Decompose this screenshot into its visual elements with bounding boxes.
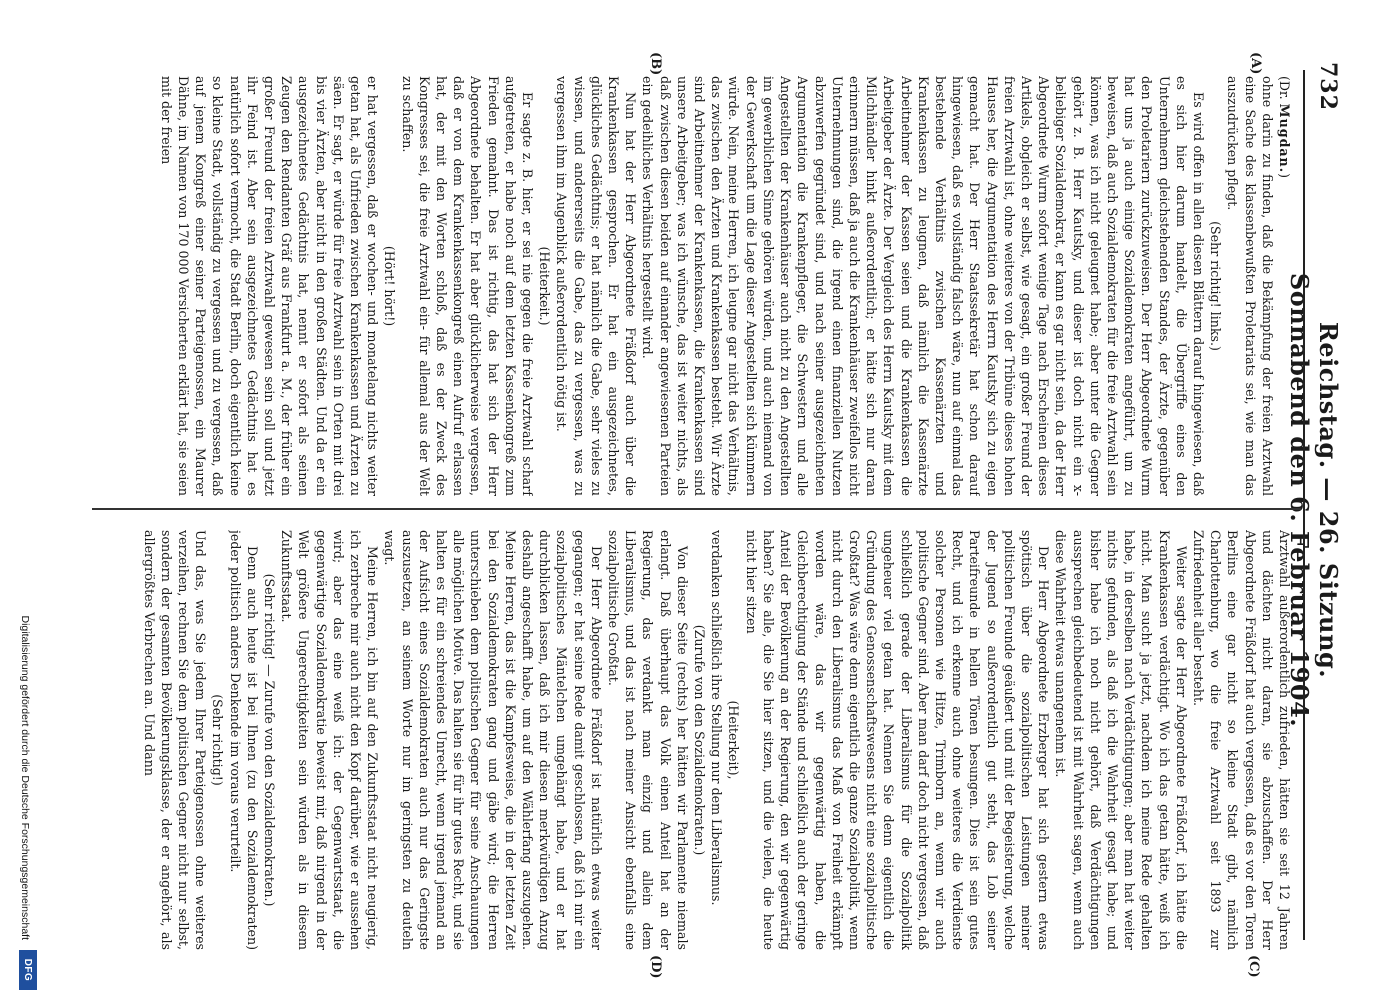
margin-mark-d: (D) [648,955,663,979]
margin-mark-c: (C) [1246,955,1261,978]
paragraph: Der Herr Abgeordnete Fräßdorf ist natürlich etwas weiter gegangen; er hat seine Rede damit geschlossen, daß ich mir ein sozialpolitisches Mäntelchen umgehängt habe, und er hat durchblicken lassen, daß ich mir diesen merkwürdigen Anzug deshalb angeschafft habe, um auf den Wählerfang auszugehen. Meine Herren, das ist die Kampfesweise, die in der letzten Zeit bei den Sozialdemokraten gang und gäbe wird; die Herren unterschieben dem politischen Gegner für seine Anschauungen alle möglichen Motive. Das halten sie für ihr gutes Recht, und sie halten es für ein schreiendes Unrecht, wenn irgend jemand an der Aufsicht eines Sozialdemokraten auch nur das Geringste auszusetzen, an seinem Worte nur im geringsten zu deuteln wagt. [382,530,604,950]
reaction: (Sehr richtig! — Zurufe von den Sozialdemokraten.) [262,573,278,907]
running-head: Reichstag. — 26. Sitzung. Sonnabend den 6. Februar 1904. [1285,272,1343,728]
paragraph: Arztwahl außerordentlich zufrieden, hätten sie seit 12 Jahren und dächten nicht daran, sie abzuschaffen. Der Herr Abgeordnete Fräßdorf hat auch vergessen, daß es vor den Toren Berlins eine gar nicht so kleine Stadt gibt, nämlich Charlottenburg, wo die freie Arztwahl seit 1893 zur Zufriedenheit aller besteht. [1190,530,1292,950]
column-divider [92,508,1301,510]
speaker-name: Mugdan. [1277,103,1292,174]
reaction: (Heiterkeit), [726,700,742,780]
header-rule [1303,70,1305,940]
paragraph: Es wird offen in allen diesen Blättern darauf hingewiesen, daß es sich hier darum handelt, die Übergriffe eines den Unternehmern gleichstehenden Standes, der Ärzte, gegenüber den Proletariern zurückzuweisen. Der Herr Abgeordnete Wurm hat uns ja auch einige Sozialdemokraten angeführt, um zu beweisen, daß auch Sozialdemokraten für die freie Arztwahl sein können, was ich nicht geleugnet habe; aber unter die Gegner gehört z. B. Herr Kautsky, und dieser ist doch nicht ein x-beliebiger Sozialdemokrat, er kann es gar nicht sein, da der Herr Abgeordnete Wurm sofort wenige Tage nach Erscheinen dieses Artikels, obgleich er selbst, wie gesagt, ein großer Freund der freien Arztwahl ist, ohne weiteres von der Tribüne dieses hohen Hauses her, die Argumentation des Herrn Kautsky sich zu eigen gemacht hat. Der Herr Staatssekretär hat schon darauf hingewiesen, daß es vollständig falsch wäre, nun auf einmal das bestehende Verhältnis zwischen Kassenärzten und Krankenkassen zu leugnen, daß nämlich die Kassenärzte Arbeitnehmer der Kassen seien und die Krankenkassen die Arbeitgeber der Ärzte. Der Vergleich des Herrn Kautsky mit dem Milchhändler hinkt außerordentlich; er hätte sich nur daran erinnern müssen, daß ja auch die Krankenhäuser zweifellos nicht Unternehmungen sind, die irgend einen finanziellen Nutzen abzuwerfen gegründet sind, und nach seiner ausgezeichneten Argumentation die Krankenpfleger, die Schwestern und alle Angestellten der Krankenhäuser auch nicht zu den Angestellten im gewerblichen Sinne gehören würden, und auch niemand von der Gewerkschaft um die Lage dieser Angestellten sich kümmern würde. Nein, meine Herren, ich leugne gar nicht das Verhältnis, das zwischen den Ärzten und Krankenkassen besteht. Wir Ärzte sind Arbeitnehmer der Krankenkassen, die Krankenkassen sind unsere Arbeitgeber; was ich wünsche, das ist weiter nichts, als daß zwischen diesen beiden auf einander angewiesenen Parteien ein gedeihliches Verhältnis hergestellt wird. [640,76,1206,496]
paragraph: Weiter sagte der Herr Abgeordnete Fräßdorf, ich hätte die Krankenkassen verdächtigt. Wo ich das getan hätte, weiß ich nicht. Man sucht ja jetzt, nachdem ich meine Rede gehalten habe, in derselben nach Verdächtigungen; aber man hat weiter nichts gefunden, als daß ich die Wahrheit gesagt habe; und bisher habe ich noch nicht gehört, daß Verdächtigungen aussprechen gleichbedeutend ist mit Wahrheit sagen, wenn auch diese Wahrheit etwas unangenehm ist. [1053,530,1189,950]
paragraph: Der Herr Abgeordnete Erzberger hat sich gestern etwas spöttisch über die sozialpolitischen Leistungen meiner politischen Freunde geäußert und mit der Begeisterung, welche der Jugend so außerordentlich gut steht, das Lob seiner Parteifreunde in hellen Tönen besungen. Dies ist sein gutes Recht, und ich erkenne auch ohne weiteres die Verdienste solcher Personen wie Hitze, Trimborn an, wenn wir auch politische Gegner sind. Aber man darf doch nicht vergessen, daß schließlich gerade der Liberalismus für die Sozialpolitik ungeheuer viel getan hat. Nennen Sie denn eigentlich die Gründung des Genossenschaftswesens nicht eine sozialpolitische Großtat? Was wäre denn eigentlich die ganze Sozialpolitik, wenn nicht durch den Liberalismus das Maß von Freiheit erkämpft worden wäre, das wir gegenwärtig haben, die Gleichberechtigung der Stände und schließlich auch der geringe Anteil der Bevölkerung an der Regierung, den wir gegenwärtig haben? Sie alle, die Sie hier sitzen, und die vielen, die heute nicht hier sitzen [743,530,1052,950]
margin-mark-b: (B) [648,52,663,76]
reaction: (Heiterkeit.) [537,246,553,326]
margin-mark-a: (A) [1248,52,1263,75]
reaction: (Sehr richtig! links.) [1208,221,1224,351]
speaker-tag [1276,76,1293,496]
paragraph: ohne darin zu finden, daß die Bekämpfung der freien Arztwahl eine Sache des klassenbewußten Proletariats sei, wie man das auszudrücken pflegt. [1225,76,1275,496]
funding-note: Digitalisierung gefördert durch die Deutsche Forschungsgemeinschaft [19,615,31,940]
reaction: (Zurufe von den Sozialdemokraten.) [692,624,708,856]
page-number: 732 [1315,62,1341,111]
paragraph: Und das, was Sie jedem Ihrer Parteigenossen ohne weiteres verzeihen, rechnen Sie dem politischen Gegner nicht nur selbst, sondern der gesamten Bevölkerungsklasse, der er angehört, als allergrößtes Verbrechen an. Und dann [141,530,209,950]
paragraph: Von dieser Seite (rechts) her hätten wir Parlamente niemals erlangt. Daß überhaupt das Volk einen Anteil hat an der Regierung, das verdankt man einzig und allein dem Liberalismus, und das ist nach meiner Ansicht ebenfalls eine sozialpolitische Großtat. [606,530,690,950]
reaction: (Sehr richtig!) [210,694,226,786]
paragraph: er hat vergessen, daß er wochen- und monatelang nichts weiter getan hat, als Unfrieden zwischen Krankenkassen und Ärzten zu säen. Er sagt, er würde für freie Arztwahl sein in Orten mit drei bis vier Ärzten, aber nicht in den großen Städten. Und da er ein ausgezeichnetes Gedächtnis hat, nennt er sofort als seinen Zeugen den Rendanten Gräf aus Frankfurt a. M., der früher ein großer Freund der freien Arztwahl gewesen sein soll und jetzt ihr Feind ist. Aber sein ausgezeichnetes Gedächtnis hat es natürlich sofort vermocht, die Stadt Berlin, doch eigentlich keine so kleine Stadt, vollständig zu vergessen und zu vergessen, daß auf jenem Kongreß einer seiner Parteigenossen, ein Maurer Dähne, im Namen von 170 000 Versicherten erklärt hat, sie seien mit der freien [158,76,381,496]
paragraph: Er sagte z. B. hier, er sei nie gegen die freie Arztwahl scharf aufgetreten, er habe noch auf dem letzten Kassenkongreß zum Frieden gemahnt. Das ist richtig, das hat sich der Herr Abgeordnete behalten. Er hat aber glücklicherweise vergessen, daß er von dem Krankenkassenkongreß einen Aufruf erlassen hat, der mit den Worten schloß, daß es der Zweck des Kongresses sei, die freie Arztwahl ein- für allemal aus der Welt zu schaffen. [399,76,536,496]
paragraph: verdanken schließlich ihre Stellung nur dem Liberalismus. [709,530,725,906]
reaction: (Hört! hört!) [382,245,398,327]
right-column [78,530,1293,950]
speaker-suffix: ) [1277,173,1292,179]
paragraph: Meine Herren, ich bin auf den Zukunftsstaat nicht neugierig, ich zerbreche mir auch nicht den Kopf darüber, wie er aussehen wird; aber das eine weiß ich: der Gegenwartsstaat, die gegenwärtige Sozialdemokratie beweist mir, daß nirgend in der Welt größere Ungerechtigkeiten sein würden als in diesem Zukunftsstaat. [279,530,381,950]
speaker-prefix: (Dr. [1277,76,1292,100]
dfg-logo: DFG [19,950,37,990]
left-column [78,76,1293,496]
paragraph: Denn auch heute ist bei Ihnen (zu den Sozialdemokraten) jeder politisch anders Denkende im voraus verurteilt. [227,530,260,950]
paragraph: Nun hat der Herr Abgeordnete Fräßdorf auch über die Krankenkassen gesprochen. Er hat ein ausgezeichnetes, glückliches Gedächtnis; er hat nämlich die Gabe, sehr vieles zu wissen, und andererseits die Gabe, das zu vergessen, was zu vergessen ihm im Augenblick außerordentlich nötig ist. [554,76,639,496]
